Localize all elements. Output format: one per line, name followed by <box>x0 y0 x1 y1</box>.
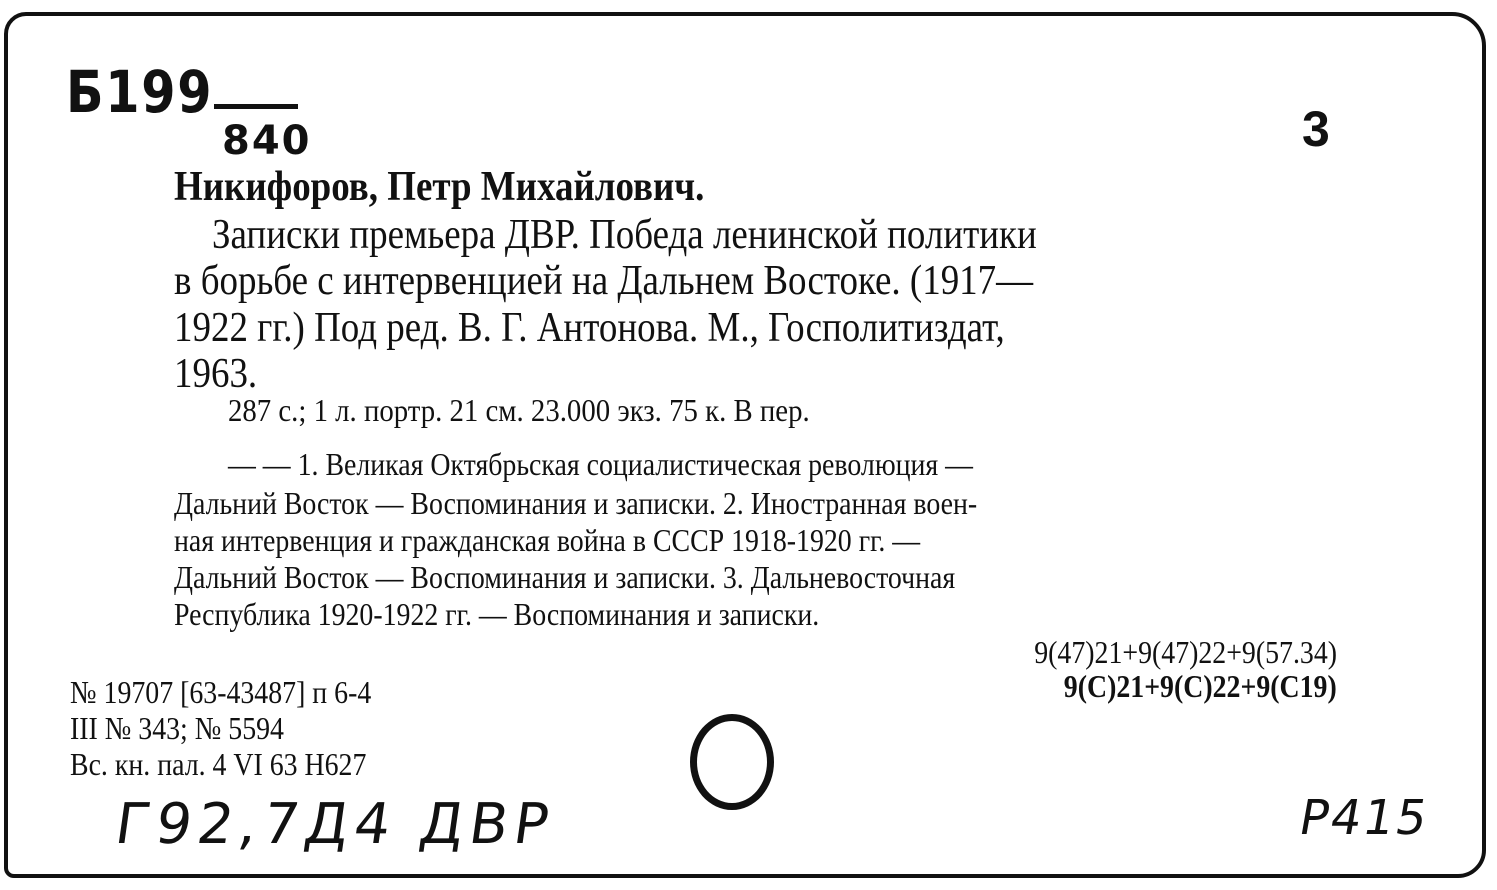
subject-line: Республика 1920-1922 гг. — Воспоминания и записки. <box>174 596 820 632</box>
shelf-mark-fraction-bar <box>214 104 298 109</box>
title-line: 1963. <box>174 351 258 397</box>
shelf-mark-denominator: 840 <box>222 118 312 164</box>
registry-line: Вс. кн. пал. 4 VI 63 Н627 <box>70 746 367 782</box>
collation-line: 287 с.; 1 л. портр. 21 см. 23.000 экз. 75 к. В пер. <box>228 392 810 428</box>
handwritten-call-number: Г92,7Д4 ДВР <box>111 792 559 857</box>
classification-index: 9(47)21+9(47)22+9(57.34) <box>1034 634 1337 670</box>
shelf-mark-number: Б199 <box>66 58 214 126</box>
classification-index: 9(С)21+9(С)22+9(С19) <box>1064 668 1337 704</box>
card-number: 3 <box>1302 101 1330 157</box>
title-line: 1922 гг.) Под ред. В. Г. Антонова. М., Госполитиздат, <box>174 305 1005 351</box>
subject-line: ная интервенция и гражданская война в СССР 1918-1920 гг. — <box>174 522 921 558</box>
subject-line: Дальний Восток — Воспоминания и записки. 2. Иностранная воен- <box>174 485 978 521</box>
handwritten-code: Р415 <box>1295 790 1434 846</box>
subject-line: Дальний Восток — Воспоминания и записки. 3. Дальневосточная <box>174 559 956 595</box>
title-line: в борьбе с интервенцией на Дальнем Востоке. (1917— <box>174 258 1034 304</box>
subject-line: — — 1. Великая Октябрьская социалистическая революция — <box>228 446 974 482</box>
registry-line: III № 343; № 5594 <box>70 710 284 746</box>
registry-line: № 19707 [63-43487] п 6-4 <box>70 674 372 710</box>
author-heading: Никифоров, Петр Михайлович. <box>174 164 705 210</box>
title-line: Записки премьера ДВР. Победа ленинской политики <box>212 212 1037 258</box>
stamp-circle-mark <box>690 714 774 810</box>
